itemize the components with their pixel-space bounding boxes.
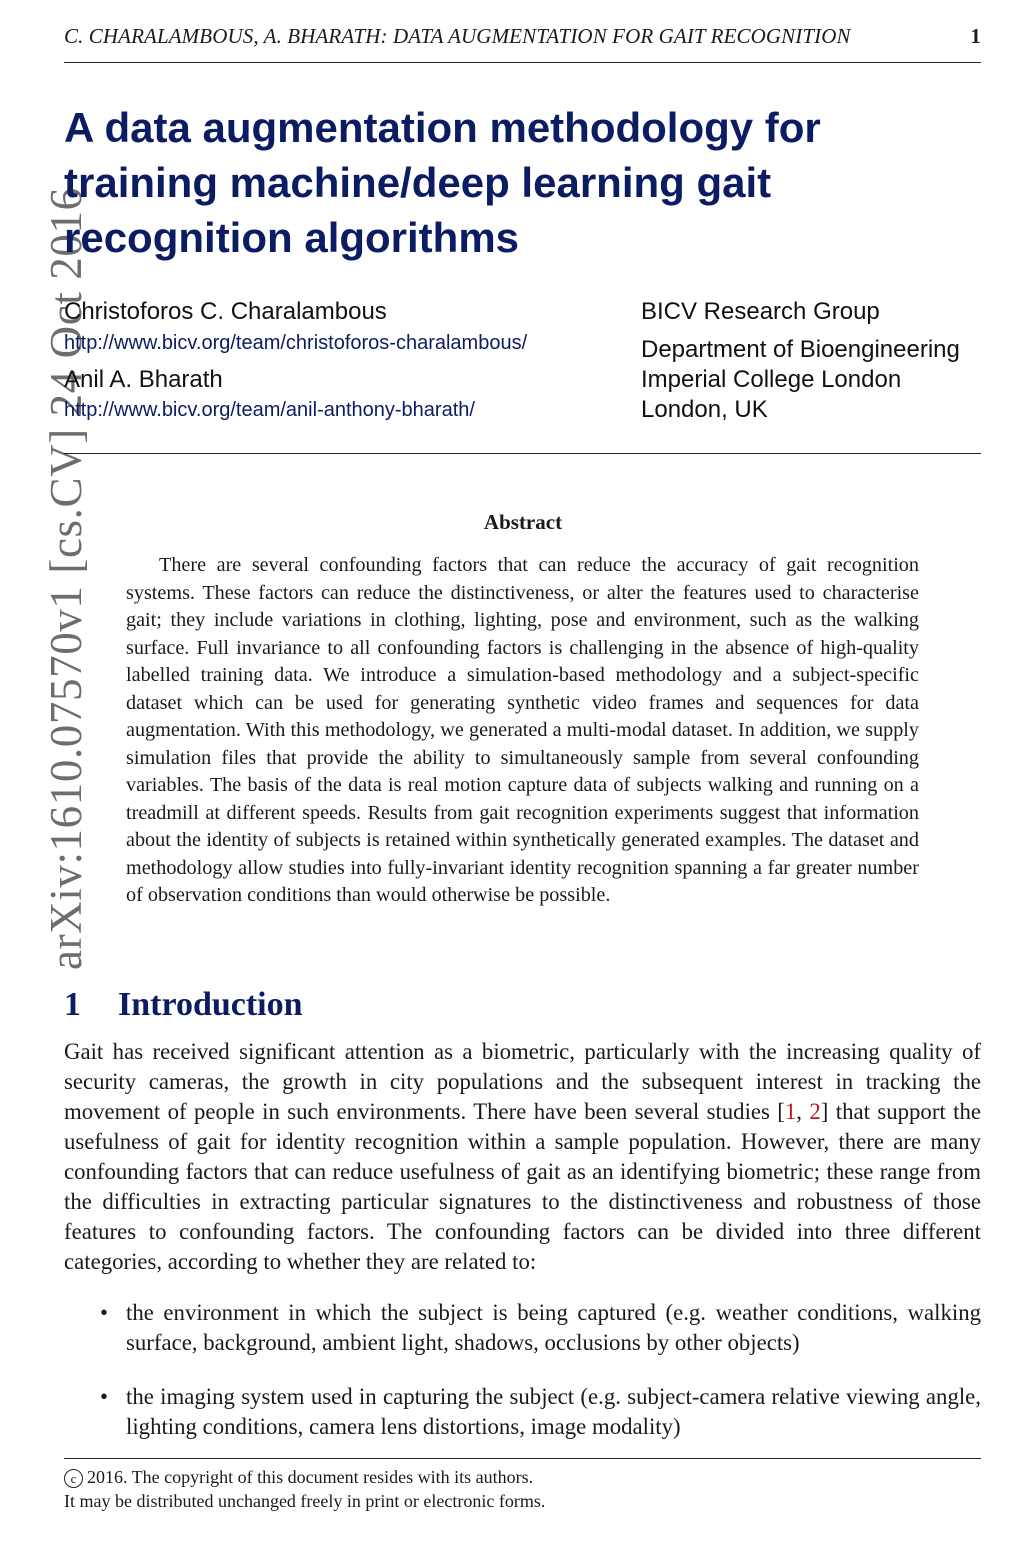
section-number: 1: [64, 986, 81, 1023]
intro-body: [64, 1037, 981, 1277]
author-name-1: Christoforos C. Charalambous: [64, 298, 387, 325]
abstract-text: There are several confounding factors that can reduce the accuracy of gait recognition systems. These factors can reduce the distinctiveness, or alter the features used to characterise gait; they include variations in clothing, lighting, pose and environment, such as the walking surface. Full invariance to all confounding factors is challenging in the absence of high-quality labelled training data. We introduce a simulation-based methodology and a subject-specific dataset which can be used for generating synthetic video frames and sequences for data augmentation. With this methodology, we generated a multi-modal dataset. In addition, we supply simulation files that provide the ability to simultaneously sample from several confounding variables. The basis of the data is real motion capture data of subjects walking and running on a treadmill at different speeds. Results from gait recognition experiments suggest that information about the identity of subjects is retained within synthetically generated examples. The dataset and methodology allow studies into fully-invariant identity recognition spanning a far greater number of observation conditions than would otherwise be possible.: [126, 554, 919, 906]
affiliation-group: BICV Research Group: [641, 298, 880, 325]
title-line: recognition algorithms: [64, 214, 520, 261]
bullet-text: the environment in which the subject is being captured (e.g. weather conditions, walking surface, background, ambient light, shadows, occlusions by other objects): [126, 1300, 981, 1355]
copyright-footnote: [64, 1465, 545, 1513]
abstract-heading: Abstract: [483, 510, 563, 534]
footnote-text-1: 2016. The copyright of this document resides with its authors.: [87, 1467, 534, 1487]
footnote-line-2: It may be distributed unchanged freely in print or electronic forms.: [64, 1491, 546, 1511]
intro-text-before: Gait has received significant attention as a biometric, particularly with the increasing quality of security cameras, the growth in city populations and the subsequent interest in tracking the movement of people in such environments. There have been several studies [: [64, 1039, 981, 1124]
bullet-list-continued: [64, 1382, 981, 1442]
intro-text-after: ] that support the usefulness of gait for identity recognition within a sample population. However, there are many confounding factors that can reduce usefulness of gait as an identifying biometric; these range from the difficulties in extracting particular signatures to the distinctiveness and robustness of those features to confounding factors. The confounding factors can be divided into three different categories, according to whether they are related to:: [64, 1099, 981, 1274]
bullet-icon: •: [100, 1384, 108, 1409]
affiliation-location: London, UK: [641, 396, 768, 423]
affiliation-institution: Imperial College London: [641, 366, 902, 393]
title-block-rule: [64, 453, 981, 454]
author-name-2: Anil A. Bharath: [64, 366, 223, 393]
bullet-list: [64, 1298, 981, 1358]
arxiv-stamp: arXiv:1610.07570v1 [cs.CV] 24 Oct 2016: [41, 187, 91, 970]
running-title: C. CHARALAMBOUS, A. BHARATH: DATA AUGMENTATION FOR GAIT RECOGNITION: [64, 24, 851, 48]
abstract-body: [126, 552, 919, 910]
author-link-1[interactable]: http://www.bicv.org/team/christoforos-charalambous/: [64, 332, 528, 354]
title-line: training machine/deep learning gait: [64, 159, 772, 206]
footnote-line-1: [64, 1465, 545, 1489]
citation-separator: ,: [796, 1099, 810, 1124]
header-rule: [64, 62, 981, 63]
list-item: [64, 1382, 981, 1442]
list-item: [64, 1298, 981, 1358]
citation-link-2[interactable]: 2: [809, 1099, 821, 1124]
author-link-2[interactable]: http://www.bicv.org/team/anil-anthony-bharath/: [64, 399, 475, 421]
title-line: A data augmentation methodology for: [64, 104, 821, 151]
citation-link-1[interactable]: 1: [784, 1099, 797, 1124]
section-title: Introduction: [118, 986, 303, 1023]
paper-title: [64, 100, 964, 265]
bullet-icon: •: [100, 1300, 108, 1325]
affiliation-department: Department of Bioengineering: [641, 336, 960, 363]
bullet-text: the imaging system used in capturing the subject (e.g. subject-camera relative viewing angle, lighting conditions, camera lens distortions, image modality): [126, 1384, 981, 1439]
footnote-rule: [64, 1458, 981, 1459]
intro-paragraph: [64, 1037, 981, 1277]
running-header: [64, 24, 981, 58]
section-heading: [64, 986, 303, 1024]
page-number: 1: [970, 24, 981, 48]
copyright-icon: c: [64, 1469, 83, 1488]
